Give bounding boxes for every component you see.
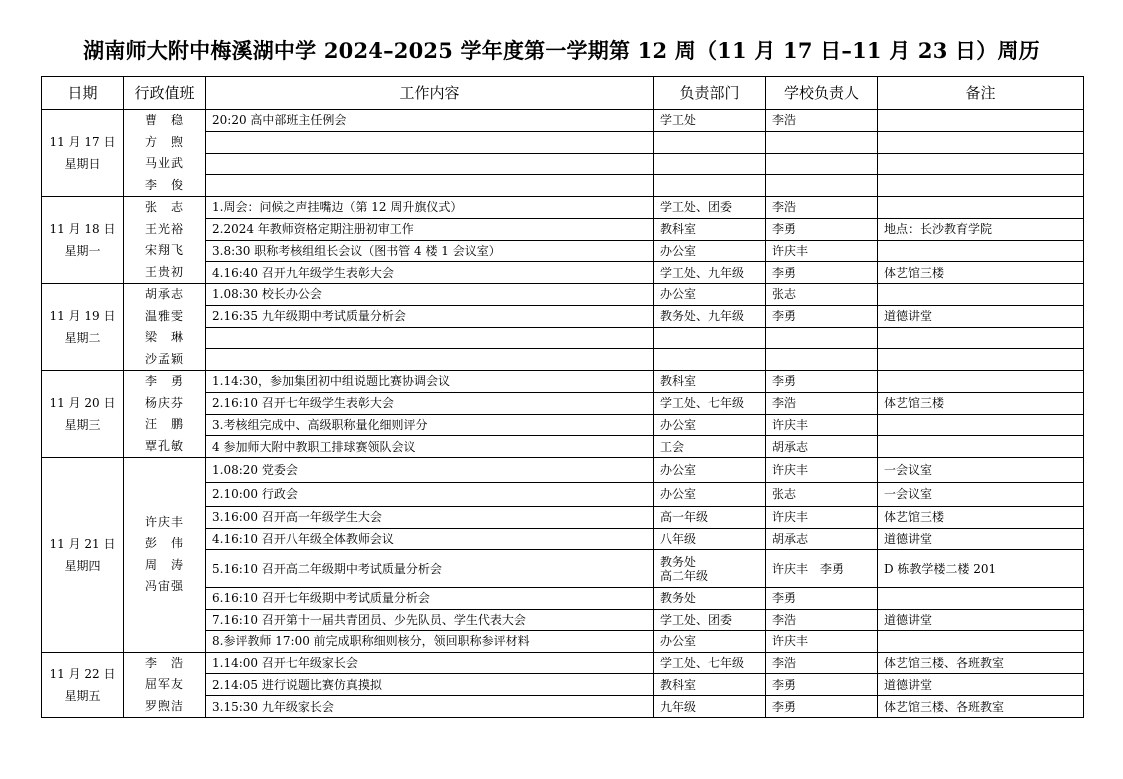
note-cell — [878, 371, 1084, 393]
table-header-row — [42, 77, 1084, 110]
school-leader-cell: 李勇 — [766, 674, 878, 696]
school-leader-cell: 许庆丰 — [766, 507, 878, 529]
weekday-text: 星期日 — [64, 157, 101, 171]
date-text: 11 月 22 日 — [49, 666, 116, 681]
note-cell: 体艺馆三楼、各班教室 — [878, 696, 1084, 718]
duty-admin-name: 马业武 — [144, 156, 184, 170]
department-cell — [654, 262, 766, 284]
school-leader-cell: 李勇 — [766, 305, 878, 327]
note-cell — [878, 631, 1084, 653]
department-cell — [654, 153, 766, 175]
schedule-row — [42, 284, 1084, 306]
department-text: 教科室 — [660, 374, 697, 389]
work-content-cell: 5.16:10 召开高二年级期中考试质量分析会 — [206, 550, 654, 588]
work-content-cell: 2.2024 年教师资格定期注册初审工作 — [206, 218, 654, 240]
work-content-cell: 3.16:00 召开高一年级学生大会 — [206, 507, 654, 529]
note-cell — [878, 131, 1084, 153]
work-content-cell: 6.16:10 召开七年级期中考试质量分析会 — [206, 588, 654, 610]
department-cell — [654, 652, 766, 674]
department-cell — [654, 631, 766, 653]
duty-admin-cell — [124, 371, 206, 458]
department-text: 办公室 — [660, 287, 697, 302]
duty-admin-cell — [124, 458, 206, 653]
header-content: 工作内容 — [206, 77, 654, 110]
department-cell — [654, 482, 766, 507]
date-text: 11 月 21 日 — [49, 536, 116, 551]
school-leader-cell: 李浩 — [766, 197, 878, 219]
work-content-cell: 4.16:40 召开九年级学生表彰大会 — [206, 262, 654, 284]
work-content-cell: 3.8:30 职称考核组组长会议（图书管 4 楼 1 会议室） — [206, 240, 654, 262]
department-text: 教科室 — [660, 677, 697, 692]
duty-admin-name: 梁 琳 — [144, 330, 184, 344]
department-cell — [654, 175, 766, 197]
duty-admin-name: 沙孟颖 — [144, 351, 184, 366]
note-cell — [878, 588, 1084, 610]
school-leader-cell: 许庆丰 李勇 — [766, 550, 878, 588]
school-leader-cell — [766, 327, 878, 349]
note-cell: 体艺馆三楼 — [878, 262, 1084, 284]
department-cell — [654, 414, 766, 436]
department-text: 工会 — [660, 439, 685, 454]
work-content-cell: 2.10:00 行政会 — [206, 482, 654, 507]
note-cell: 道德讲堂 — [878, 674, 1084, 696]
department-cell — [654, 588, 766, 610]
department-text: 九年级 — [660, 699, 697, 714]
duty-admin-name: 周 涛 — [144, 557, 184, 572]
duty-admin-cell — [124, 197, 206, 284]
note-cell: 一会议室 — [878, 458, 1084, 483]
department-text: 办公室 — [660, 462, 697, 477]
duty-admin-name: 王贵初 — [144, 264, 184, 279]
school-leader-cell: 李浩 — [766, 609, 878, 631]
weekday-text: 星期一 — [64, 244, 101, 258]
note-cell — [878, 327, 1084, 349]
duty-admin-name: 李 浩 — [144, 655, 184, 670]
department-cell — [654, 349, 766, 371]
department-text: 高一年级 — [660, 510, 709, 525]
duty-admin-name: 李 俊 — [144, 177, 184, 192]
duty-admin-name: 覃孔敏 — [144, 438, 184, 453]
header-dept: 负责部门 — [654, 77, 766, 110]
day-date-cell — [42, 458, 124, 653]
work-content-cell: 1.08:20 党委会 — [206, 458, 654, 483]
department-text: 高二年级 — [660, 568, 709, 583]
duty-admin-name: 汪 鹏 — [144, 417, 184, 431]
duty-admin-cell — [124, 652, 206, 718]
note-cell: 体艺馆三楼 — [878, 507, 1084, 529]
date-text: 11 月 18 日 — [49, 222, 116, 236]
department-cell — [654, 528, 766, 550]
note-cell: D 栋教学楼二楼 201 — [878, 550, 1084, 588]
weekday-text: 星期三 — [64, 418, 101, 432]
note-cell — [878, 240, 1084, 262]
schedule-body — [42, 110, 1084, 718]
work-content-cell — [206, 175, 654, 197]
school-leader-cell: 张志 — [766, 284, 878, 306]
header-date: 日期 — [42, 77, 124, 110]
department-cell — [654, 371, 766, 393]
work-content-cell — [206, 349, 654, 371]
duty-admin-name: 宋翔飞 — [144, 243, 184, 257]
work-content-cell — [206, 153, 654, 175]
day-date-cell — [42, 284, 124, 371]
day-date-cell — [42, 197, 124, 284]
day-date-cell — [42, 652, 124, 718]
duty-admin-name: 方 煦 — [144, 134, 184, 149]
department-cell — [654, 240, 766, 262]
day-date-cell — [42, 110, 124, 197]
department-cell — [654, 392, 766, 414]
school-leader-cell: 李勇 — [766, 588, 878, 610]
work-content-cell: 20:20 高中部班主任例会 — [206, 110, 654, 132]
work-content-cell: 1.14:00 召开七年级家长会 — [206, 652, 654, 674]
work-content-cell: 7.16:10 召开第十一届共青团员、少先队员、学生代表大会 — [206, 609, 654, 631]
school-leader-cell: 李浩 — [766, 652, 878, 674]
department-text: 学工处、七年级 — [660, 655, 745, 670]
school-leader-cell — [766, 131, 878, 153]
department-text: 八年级 — [660, 531, 697, 546]
note-cell: 道德讲堂 — [878, 609, 1084, 631]
header-leader: 学校负责人 — [766, 77, 878, 110]
department-text: 教务处 — [660, 591, 697, 606]
note-cell — [878, 284, 1084, 306]
department-text: 教科室 — [660, 222, 697, 237]
work-content-cell: 1.08:30 校长办公会 — [206, 284, 654, 306]
duty-admin-name: 许庆丰 — [144, 514, 184, 529]
duty-admin-name: 胡承志 — [144, 287, 184, 301]
work-content-cell: 4.16:10 召开八年级全体教师会议 — [206, 528, 654, 550]
note-cell: 地点：长沙教育学院 — [878, 218, 1084, 240]
date-text: 11 月 17 日 — [49, 135, 116, 149]
school-leader-cell: 许庆丰 — [766, 414, 878, 436]
note-cell — [878, 414, 1084, 436]
department-cell — [654, 305, 766, 327]
note-cell — [878, 349, 1084, 371]
department-cell — [654, 550, 766, 588]
note-cell — [878, 110, 1084, 132]
duty-admin-name: 温雅雯 — [144, 308, 184, 323]
work-content-cell: 1.周会：问候之声挂嘴边（第 12 周升旗仪式） — [206, 197, 654, 219]
header-duty: 行政值班 — [124, 77, 206, 110]
school-leader-cell: 胡承志 — [766, 528, 878, 550]
note-cell: 道德讲堂 — [878, 305, 1084, 327]
work-content-cell: 1.14:30，参加集团初中组说题比赛协调会议 — [206, 371, 654, 393]
school-leader-cell — [766, 175, 878, 197]
work-content-cell — [206, 131, 654, 153]
department-cell — [654, 197, 766, 219]
duty-admin-name: 罗煦洁 — [144, 698, 184, 713]
duty-admin-name: 张 志 — [144, 200, 184, 214]
weekday-text: 星期四 — [64, 558, 101, 573]
schedule-row — [42, 652, 1084, 674]
department-cell — [654, 131, 766, 153]
note-cell: 体艺馆三楼 — [878, 392, 1084, 414]
school-leader-cell: 胡承志 — [766, 436, 878, 458]
weekday-text: 星期五 — [64, 688, 101, 703]
schedule-row — [42, 458, 1084, 483]
department-cell — [654, 284, 766, 306]
department-text: 办公室 — [660, 417, 697, 432]
duty-admin-name: 曹 稳 — [144, 113, 184, 127]
department-cell — [654, 458, 766, 483]
school-leader-cell: 李浩 — [766, 110, 878, 132]
department-cell — [654, 674, 766, 696]
department-cell — [654, 218, 766, 240]
school-leader-cell: 张志 — [766, 482, 878, 507]
school-leader-cell: 许庆丰 — [766, 631, 878, 653]
department-cell — [654, 507, 766, 529]
department-text: 办公室 — [660, 487, 697, 502]
school-leader-cell: 许庆丰 — [766, 240, 878, 262]
note-cell — [878, 175, 1084, 197]
department-cell — [654, 696, 766, 718]
work-content-cell: 2.16:10 召开七年级学生表彰大会 — [206, 392, 654, 414]
duty-admin-name: 冯宙强 — [144, 579, 184, 594]
department-text: 学工处、九年级 — [660, 265, 745, 280]
department-cell — [654, 327, 766, 349]
work-content-cell: 3.15:30 九年级家长会 — [206, 696, 654, 718]
header-note: 备注 — [878, 77, 1084, 110]
duty-admin-name: 彭 伟 — [144, 536, 184, 551]
department-cell — [654, 436, 766, 458]
department-text: 教务处 — [660, 554, 697, 569]
department-cell — [654, 110, 766, 132]
work-content-cell: 4 参加师大附中教职工排球赛领队会议 — [206, 436, 654, 458]
work-content-cell: 3.考核组完成中、高级职称量化细则评分 — [206, 414, 654, 436]
school-leader-cell — [766, 153, 878, 175]
weekday-text: 星期二 — [64, 331, 101, 345]
school-leader-cell: 李浩 — [766, 392, 878, 414]
schedule-row — [42, 197, 1084, 219]
note-cell — [878, 197, 1084, 219]
school-leader-cell: 李勇 — [766, 218, 878, 240]
schedule-row — [42, 110, 1084, 132]
page-title: 湖南师大附中梅溪湖中学 2024–2025 学年度第一学期第 12 周（11 月 17 日–11 月 23 日）周历 — [83, 38, 1040, 63]
department-cell — [654, 609, 766, 631]
day-date-cell — [42, 371, 124, 458]
department-text: 学工处 — [660, 113, 697, 128]
department-text: 学工处、团委 — [660, 612, 733, 627]
note-cell — [878, 436, 1084, 458]
department-text: 办公室 — [660, 634, 697, 649]
note-cell: 一会议室 — [878, 482, 1084, 507]
schedule-row — [42, 371, 1084, 393]
date-text: 11 月 19 日 — [49, 309, 116, 323]
duty-admin-name: 杨庆芬 — [144, 395, 184, 410]
school-leader-cell: 李勇 — [766, 262, 878, 284]
date-text: 11 月 20 日 — [49, 396, 116, 410]
note-cell: 体艺馆三楼、各班教室 — [878, 652, 1084, 674]
department-text: 办公室 — [660, 243, 697, 258]
duty-admin-cell — [124, 284, 206, 371]
duty-admin-cell — [124, 110, 206, 197]
department-text: 教务处、九年级 — [660, 309, 745, 324]
weekly-schedule-table — [41, 76, 1084, 718]
school-leader-cell: 许庆丰 — [766, 458, 878, 483]
work-content-cell — [206, 327, 654, 349]
duty-admin-name: 王光裕 — [144, 221, 184, 236]
work-content-cell: 8.参评教师 17:00 前完成职称细则核分，领回职称参评材料 — [206, 631, 654, 653]
department-text: 学工处、团委 — [660, 200, 733, 215]
note-cell — [878, 153, 1084, 175]
school-leader-cell: 李勇 — [766, 371, 878, 393]
department-text: 学工处、七年级 — [660, 396, 745, 411]
duty-admin-name: 李 勇 — [144, 374, 184, 388]
work-content-cell: 2.16:35 九年级期中考试质量分析会 — [206, 305, 654, 327]
school-leader-cell — [766, 349, 878, 371]
school-leader-cell: 李勇 — [766, 696, 878, 718]
work-content-cell: 2.14:05 进行说题比赛仿真摸拟 — [206, 674, 654, 696]
note-cell: 道德讲堂 — [878, 528, 1084, 550]
duty-admin-name: 屈军友 — [144, 677, 184, 691]
